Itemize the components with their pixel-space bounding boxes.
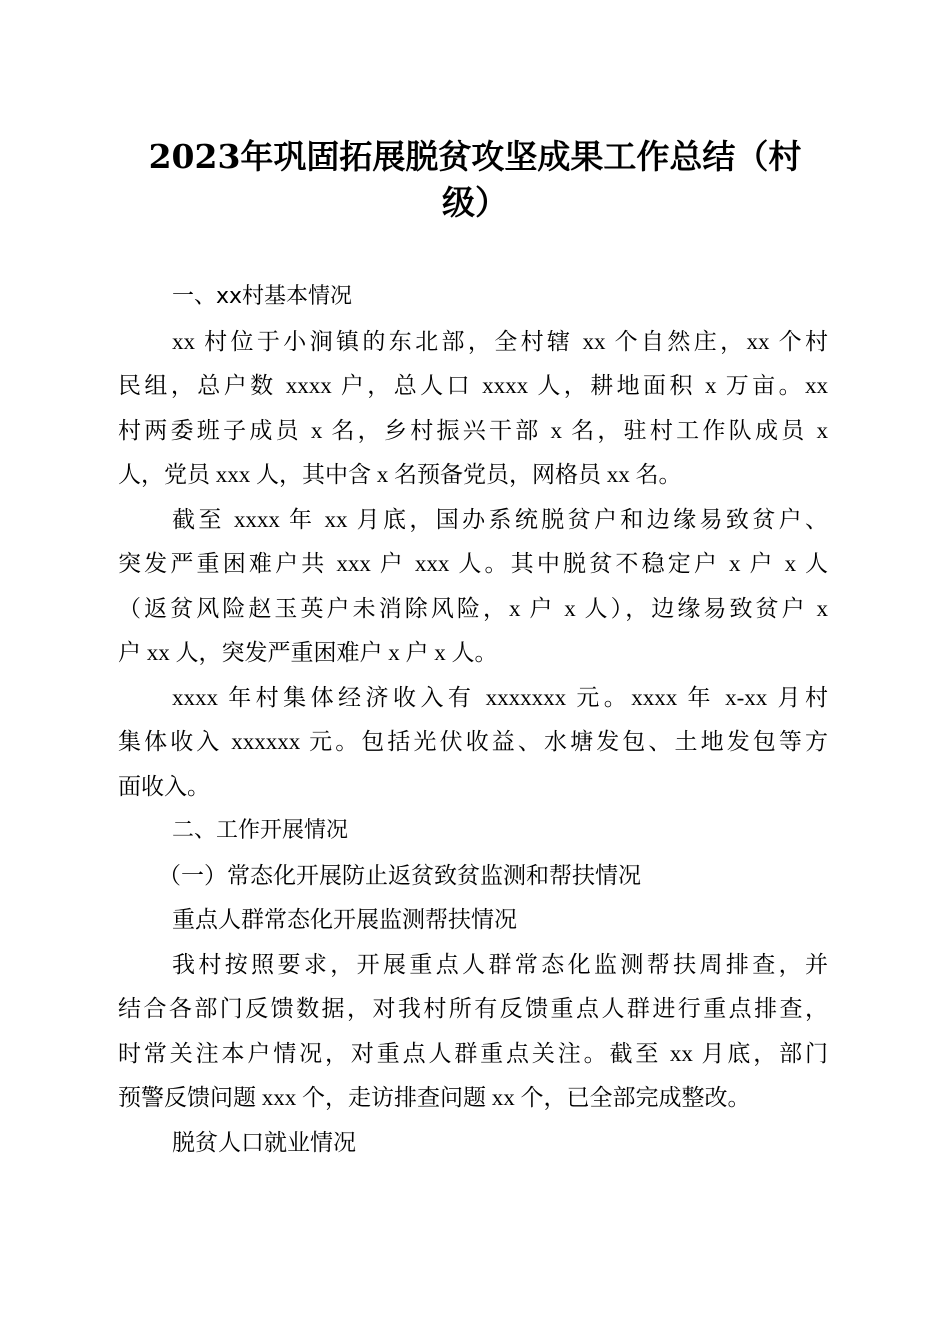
text-line: 户 xx 人，突发严重困难户 x 户 x 人。 [118,640,498,665]
document-body [118,275,828,1165]
text-line: 我村按照要求，开展重点人群常态化监测帮扶周排查，并 [172,951,828,977]
text-line: （返贫风险赵玉英户未消除风险，x 户 x 人），边缘易致贫户 x [118,595,829,621]
text-line: 预警反馈问题 xxx 个，走访排查问题 xx 个，已全部完成整改。 [118,1085,751,1110]
text-line: 人，党员 xxx 人，其中含 x 名预备党员，网格员 xx 名。 [118,462,682,487]
text-line: 集体收入 xxxxxx 元。包括光伏收益、水塘发包、土地发包等方 [118,729,828,754]
paragraph-monitoring [118,943,828,1121]
text-line: 结合各部门反馈数据，对我村所有反馈重点人群进行重点排查， [118,996,828,1021]
text-line: 截至 xxxx 年 xx 月底，国办系统脱贫户和边缘易致贫户、 [172,506,828,532]
text-line: xxxx 年村集体经济收入有 xxxxxxx 元。xxxx 年 x-xx 月村 [172,684,828,710]
subsection-heading: （一）常态化开展防止返贫致贫监测和帮扶情况 [158,862,641,888]
title-line: 2023年巩固拓展脱贫攻坚成果工作总结（村 [148,137,802,176]
section-heading-1: 一、xx村基本情况 [172,284,353,309]
document-title [110,134,840,226]
title-line: 级） [442,183,508,222]
text-line: 时常关注本户情况，对重点人群重点关注。截至 xx 月底，部门 [118,1040,828,1066]
text-line: 村两委班子成员 x 名，乡村振兴干部 x 名，驻村工作队成员 x [118,417,828,443]
section-heading-2: 二、工作开展情况 [172,818,349,843]
sub-heading-key-groups: 重点人群常态化开展监测帮扶情况 [172,907,517,932]
text-line: 面收入。 [118,773,210,799]
text-line: xx 村位于小涧镇的东北部，全村辖 xx 个自然庄，xx 个村 [172,328,828,354]
paragraph-households [118,498,828,676]
paragraph-income [118,676,828,810]
paragraph-basic-info [118,320,828,498]
text-line: 民组，总户数 xxxx 户，总人口 xxxx 人，耕地面积 x 万亩。xx [118,373,829,398]
sub-heading-employment: 脱贫人口就业情况 [172,1129,356,1155]
text-line: 突发严重困难户共 xxx 户 xxx 人。其中脱贫不稳定户 x 户 x 人 [118,551,829,576]
